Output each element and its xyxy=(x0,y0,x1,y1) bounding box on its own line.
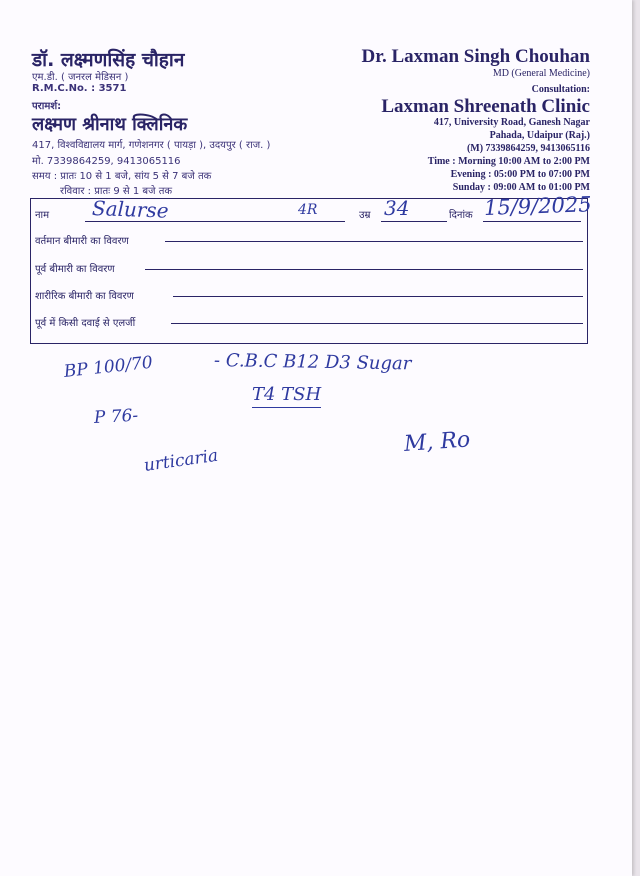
consultation-label-hindi: परामर्श: xyxy=(32,101,62,112)
degree-english: MD (General Medicine) xyxy=(492,68,590,79)
doctor-name-hindi: डॉ. लक्ष्मणसिंह चौहान xyxy=(32,49,185,71)
address-line-2-english: Pahada, Udaipur (Raj.) xyxy=(489,130,590,141)
consultation-label-english: Consultation: xyxy=(531,84,590,95)
date-line xyxy=(483,221,581,222)
clinic-name-english: Laxman Shreenath Clinic xyxy=(381,96,590,117)
current-illness-line xyxy=(165,241,583,242)
physical-illness-label: शारीरिक बीमारी का विवरण xyxy=(35,291,134,302)
handwritten-sex: 4R xyxy=(298,202,318,218)
address-hindi: 417, विश्वविद्यालय मार्ग, गणेशनगर ( पायड़ा ), उदयपुर ( राज. ) xyxy=(32,140,271,151)
degree-hindi: एम.डी. ( जनरल मेडिसन ) xyxy=(32,72,129,83)
physical-illness-line xyxy=(173,296,583,297)
handwritten-age: 34 xyxy=(384,196,410,220)
allergy-label: पूर्व में किसी दवाई से एलर्जी xyxy=(35,318,136,329)
doctor-signature: M, Ro xyxy=(403,427,472,457)
allergy-line xyxy=(171,323,583,324)
handwritten-patient-name: Salurse xyxy=(91,196,169,223)
phone-english: (M) 7339864259, 9413065116 xyxy=(466,143,590,154)
time-evening: Evening : 05:00 PM to 07:00 PM xyxy=(450,169,590,180)
handwritten-date: 15/9/2025 xyxy=(483,192,593,220)
registration-number: R.M.C.No. : 3571 xyxy=(32,83,127,94)
handwritten-pulse: P 76- xyxy=(93,405,139,428)
time-sunday: Sunday : 09:00 AM to 01:00 PM xyxy=(452,182,590,193)
handwritten-tests: - C.B.C B12 D3 Sugar xyxy=(213,350,412,375)
handwritten-tests-thyroid: T4 TSH xyxy=(252,384,321,408)
past-illness-line xyxy=(145,269,583,270)
address-line-1-english: 417, University Road, Ganesh Nagar xyxy=(433,117,590,128)
name-label: नाम xyxy=(35,210,50,221)
timing-hindi-weekday: समय : प्रातः 10 से 1 बजे, सांय 5 से 7 बजे तक xyxy=(32,171,212,182)
mobile-hindi: मो. 7339864259, 9413065116 xyxy=(32,156,181,167)
past-illness-label: पूर्व बीमारी का विवरण xyxy=(35,264,115,275)
doctor-name-english: Dr. Laxman Singh Chouhan xyxy=(361,46,590,67)
timing-hindi-sunday: रविवार : प्रातः 9 से 1 बजे तक xyxy=(60,186,173,197)
age-line xyxy=(381,221,447,222)
clinic-name-hindi: लक्ष्मण श्रीनाथ क्लिनिक xyxy=(32,114,188,135)
current-illness-label: वर्तमान बीमारी का विवरण xyxy=(35,236,129,247)
time-morning: Time : Morning 10:00 AM to 2:00 PM xyxy=(427,156,590,167)
age-label: उम्र xyxy=(359,210,371,221)
handwritten-diagnosis: urticaria xyxy=(142,445,220,476)
date-label: दिनांक xyxy=(449,210,473,221)
handwritten-bp: BP 100/70 xyxy=(62,352,154,382)
